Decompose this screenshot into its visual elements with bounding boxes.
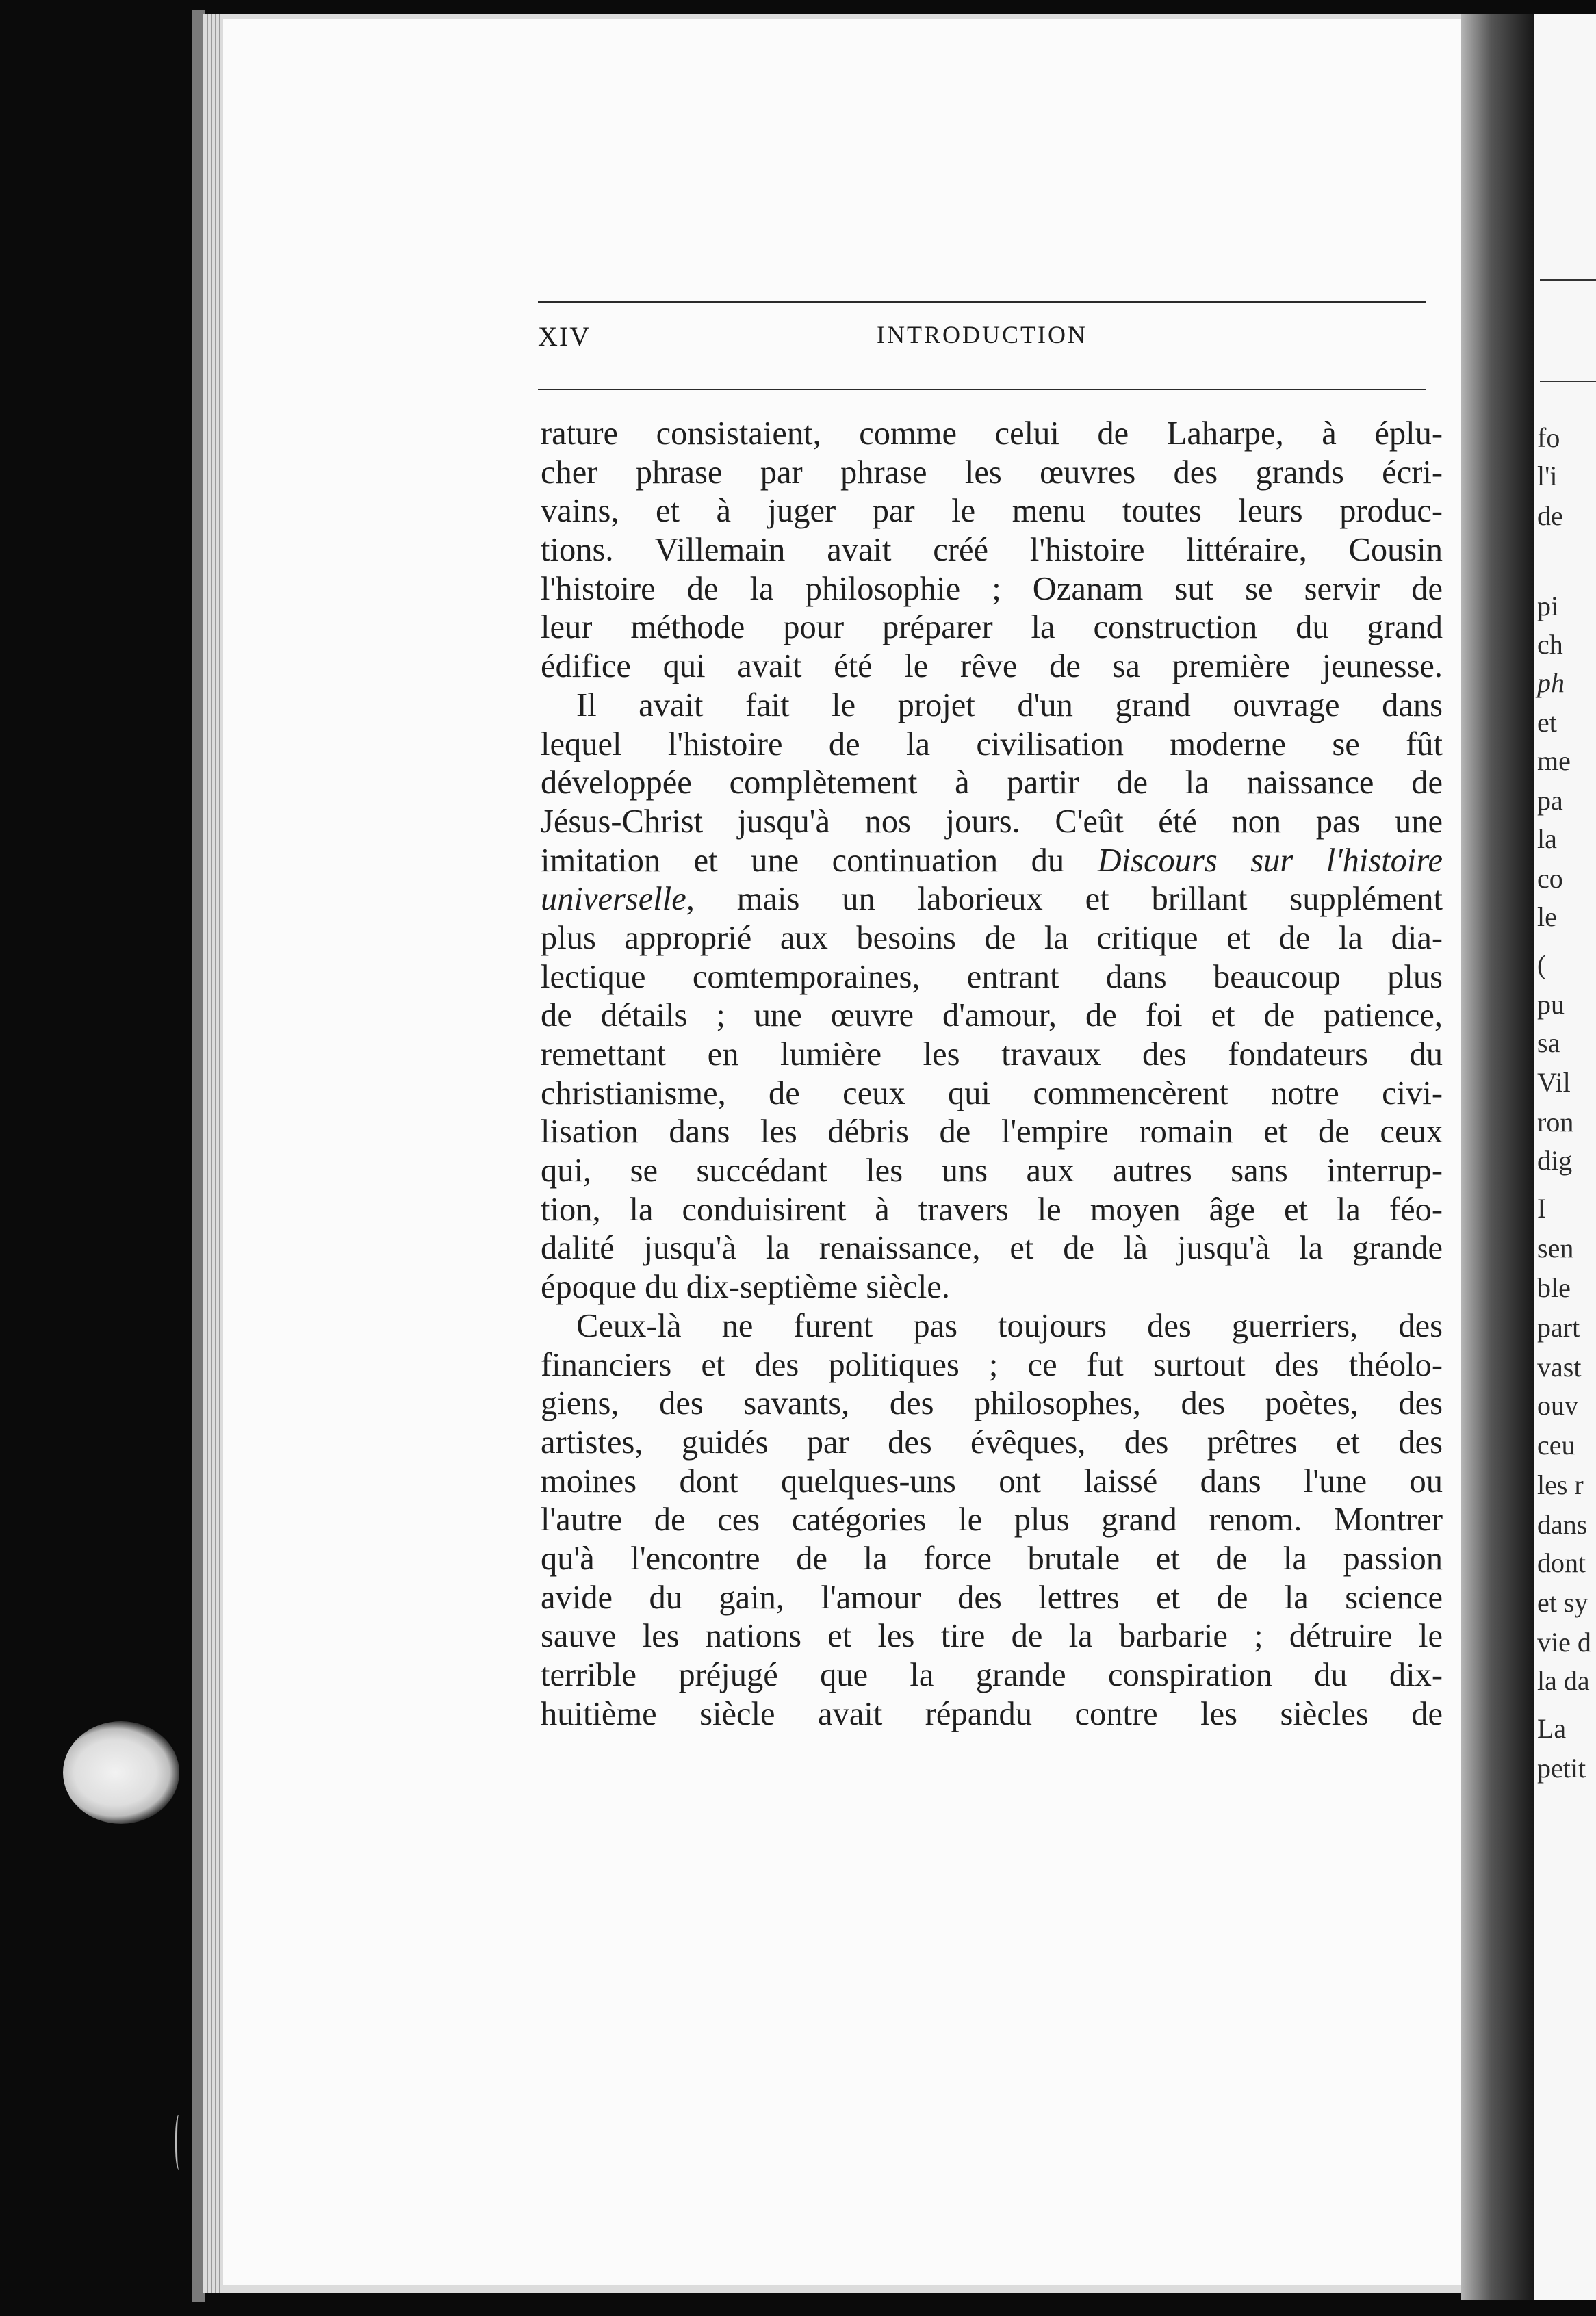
text-line: Il avait fait le projet d'un grand ouvrage dans [576, 686, 1443, 723]
scan-left-border [0, 0, 205, 2316]
text-line: époque du dix-septième siècle. [541, 1269, 950, 1306]
facing-page-fragment: dont [1537, 1547, 1586, 1578]
facing-page-fragment: vie d [1537, 1627, 1591, 1658]
text-line: avide du gain, l'amour des lettres et de la science [541, 1579, 1443, 1616]
text-line: rature consistaient, comme celui de Laharpe, à éplu- [541, 415, 1443, 452]
text-line: l'autre de ces catégories le plus grand renom. Montrer [541, 1502, 1443, 1539]
text-line [541, 842, 1443, 881]
text-line-italic: Discours sur l'histoire [1097, 842, 1443, 879]
facing-page [1534, 14, 1596, 2300]
text-line: financiers et des politiques ; ce fut surtout des théolo- [541, 1346, 1443, 1383]
header-rule-top [538, 301, 1426, 303]
text-line: qu'à l'encontre de la force brutale et de la passion [541, 1540, 1443, 1577]
text-line: l'histoire de la philosophie ; Ozanam sut se servir de [541, 570, 1443, 607]
text-line: tions. Villemain avait créé l'histoire littéraire, Cousin [541, 532, 1443, 569]
facing-page-fragment: les r [1537, 1469, 1584, 1500]
scanner-thumb-blob [63, 1721, 179, 1824]
facing-page-fragment: de [1537, 500, 1563, 531]
facing-page-fragment: pa [1537, 785, 1563, 816]
scan-top-border [0, 0, 1596, 15]
facing-page-fragment: co [1537, 863, 1563, 894]
text-line: giens, des savants, des philosophes, des poètes, des [541, 1385, 1443, 1422]
text-line: leur méthode pour préparer la construction du grand [541, 609, 1443, 646]
facing-page-rule-top [1540, 279, 1596, 281]
text-line [541, 880, 1443, 919]
facing-page-fragment: pi [1537, 591, 1559, 621]
facing-page-fragment: Vil [1537, 1067, 1571, 1098]
text-line: sauve les nations et les tire de la barbarie ; détruire le [541, 1618, 1443, 1655]
facing-page-fragment: la da [1537, 1665, 1590, 1696]
text-line: remettant en lumière les travaux des fondateurs du [541, 1036, 1443, 1072]
text-line: huitième siècle avait répandu contre les siècles de [541, 1695, 1443, 1732]
text-line: plus approprié aux besoins de la critique et de la dia- [541, 919, 1443, 956]
facing-page-fragment: pu [1537, 989, 1565, 1020]
text-line: lequel l'histoire de la civilisation moderne se fût [541, 725, 1443, 762]
facing-page-fragment: et [1537, 707, 1557, 738]
text-line-roman-after: mais un laborieux et brillant supplément [694, 881, 1443, 918]
text-line: artistes, guidés par des évêques, des prêtres et des [541, 1424, 1443, 1461]
facing-page-fragment: le [1537, 901, 1557, 932]
facing-page-fragment: dig [1537, 1145, 1573, 1176]
header-rule-bottom [538, 389, 1426, 390]
text-line: lisation dans les débris de l'empire romain et de ceux [541, 1114, 1443, 1150]
text-line: qui, se succédant les uns aux autres sans interrup- [541, 1153, 1443, 1189]
text-line: développée complètement à partir de la naissance de [541, 764, 1443, 801]
text-line: lectique comtemporaines, entrant dans beaucoup plus [541, 958, 1443, 995]
text-line-roman-before: imitation et une continuation du [541, 842, 1098, 879]
binding-mark [175, 2115, 184, 2170]
facing-page-fragment: l'i [1537, 461, 1558, 491]
facing-page-fragment: ron [1537, 1107, 1574, 1137]
facing-page-fragment: vast [1537, 1352, 1582, 1382]
facing-page-rule-bottom [1540, 381, 1596, 382]
facing-page-fragment: sa [1537, 1027, 1560, 1058]
body-text [541, 415, 1443, 1734]
facing-page-fragment: I [1537, 1193, 1547, 1224]
running-head [538, 320, 1426, 361]
page-number: XIV [538, 321, 591, 352]
book-gutter [1461, 14, 1536, 2300]
facing-page-fragment: ceu [1537, 1430, 1575, 1461]
text-line: Ceux-là ne furent pas toujours des guerriers, des [576, 1307, 1443, 1344]
text-line: christianisme, de ceux qui commencèrent notre civi- [541, 1075, 1443, 1111]
text-line: Jésus-Christ jusqu'à nos jours. C'eût été non pas une [541, 803, 1443, 840]
facing-page-fragment: ouv [1537, 1390, 1578, 1421]
text-line: de détails ; une œuvre d'amour, de foi et de patience, [541, 997, 1443, 1034]
facing-page-fragment: La [1537, 1713, 1567, 1744]
facing-page-fragment: dans [1537, 1509, 1588, 1540]
text-line: dalité jusqu'à la renaissance, et de là jusqu'à la grande [541, 1230, 1443, 1267]
facing-page-fragment: et sy [1537, 1587, 1588, 1618]
text-line: tion, la conduisirent à travers le moyen âge et la féo- [541, 1191, 1443, 1228]
scan-bottom-border [0, 2301, 1596, 2316]
text-line: vains, et à juger par le menu toutes leurs produc- [541, 493, 1443, 530]
facing-page-fragment: ble [1537, 1272, 1571, 1303]
facing-page-fragment: part [1537, 1312, 1580, 1343]
text-line-italic: universelle, [541, 881, 695, 918]
facing-page-fragment: me [1537, 745, 1571, 776]
running-title: INTRODUCTION [877, 321, 1087, 348]
text-line: terrible préjugé que la grande conspiration du dix- [541, 1657, 1443, 1693]
facing-page-fragment: ch [1537, 629, 1563, 660]
text-line: moines dont quelques-uns ont laissé dans l'une ou [541, 1463, 1443, 1500]
facing-page-fragment: petit [1537, 1753, 1586, 1784]
facing-page-fragment: la [1537, 823, 1557, 854]
facing-page-fragment: fo [1537, 422, 1560, 453]
facing-page-fragment: ph [1537, 667, 1565, 698]
facing-page-fragment: ( [1537, 949, 1547, 980]
text-line: cher phrase par phrase les œuvres des grands écri- [541, 454, 1443, 491]
facing-page-fragment: sen [1537, 1233, 1574, 1263]
text-line: édifice qui avait été le rêve de sa première jeunesse. [541, 648, 1443, 685]
